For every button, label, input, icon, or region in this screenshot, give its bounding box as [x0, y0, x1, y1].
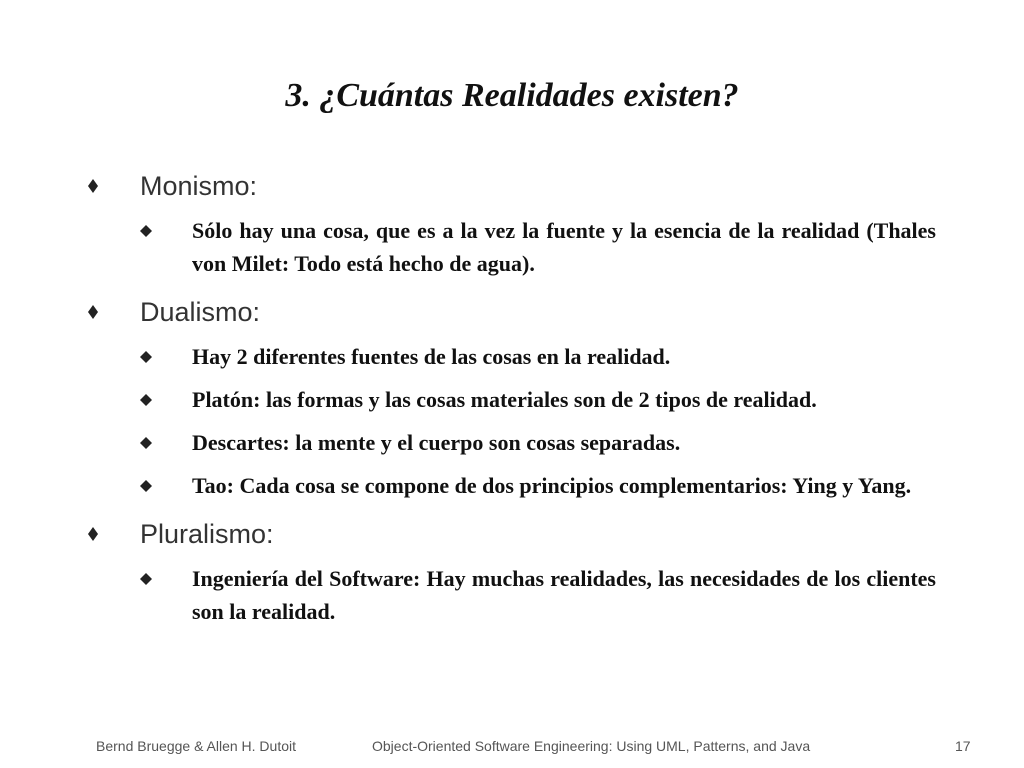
bullet-heading-dualismo [88, 292, 936, 332]
sub-bullet-text: Ingeniería del Software: Hay muchas realidades, las necesidades de los clientes son la realidad. [192, 566, 936, 624]
bullet-heading-monismo [88, 166, 936, 206]
sub-bullet-text: Platón: las formas y las cosas materiales son de 2 tipos de realidad. [192, 387, 817, 412]
sub-bullet-text: Sólo hay una cosa, que es a la vez la fuente y la esencia de la realidad (Thales von Milet: Todo está hecho de agua). [192, 218, 936, 276]
sub-bullet-item [88, 340, 936, 373]
diamond-icon [88, 527, 98, 541]
diamond-icon [140, 437, 152, 449]
sub-bullet-text: Descartes: la mente y el cuerpo son cosas separadas. [192, 430, 681, 455]
footer-authors: Bernd Bruegge & Allen H. Dutoit [96, 738, 297, 754]
heading-label: Pluralismo: [140, 519, 274, 549]
page-number: 17 [955, 738, 971, 754]
slide-title: 3. ¿Cuántas Realidades existen? [285, 77, 739, 114]
sub-bullet-item [88, 469, 936, 502]
sub-bullet-item [88, 562, 936, 628]
slide-content [88, 166, 936, 628]
footer-book-title: Object-Oriented Software Engineering: Using UML, Patterns, and Java [372, 738, 811, 754]
diamond-icon [140, 351, 152, 363]
sub-bullet-item [88, 214, 936, 280]
diamond-icon [88, 305, 98, 319]
heading-label: Monismo: [140, 171, 258, 201]
diamond-icon [140, 480, 152, 492]
heading-label: Dualismo: [140, 297, 261, 327]
diamond-icon [140, 394, 152, 406]
sub-bullet-item [88, 383, 936, 416]
sub-bullet-text: Hay 2 diferentes fuentes de las cosas en la realidad. [192, 344, 671, 369]
diamond-icon [88, 179, 98, 193]
diamond-icon [140, 573, 152, 585]
diamond-icon [140, 225, 152, 237]
sub-bullet-item [88, 426, 936, 459]
sub-bullet-text: Tao: Cada cosa se compone de dos principios complementarios: Ying y Yang. [192, 473, 912, 498]
bullet-heading-pluralismo [88, 514, 936, 554]
